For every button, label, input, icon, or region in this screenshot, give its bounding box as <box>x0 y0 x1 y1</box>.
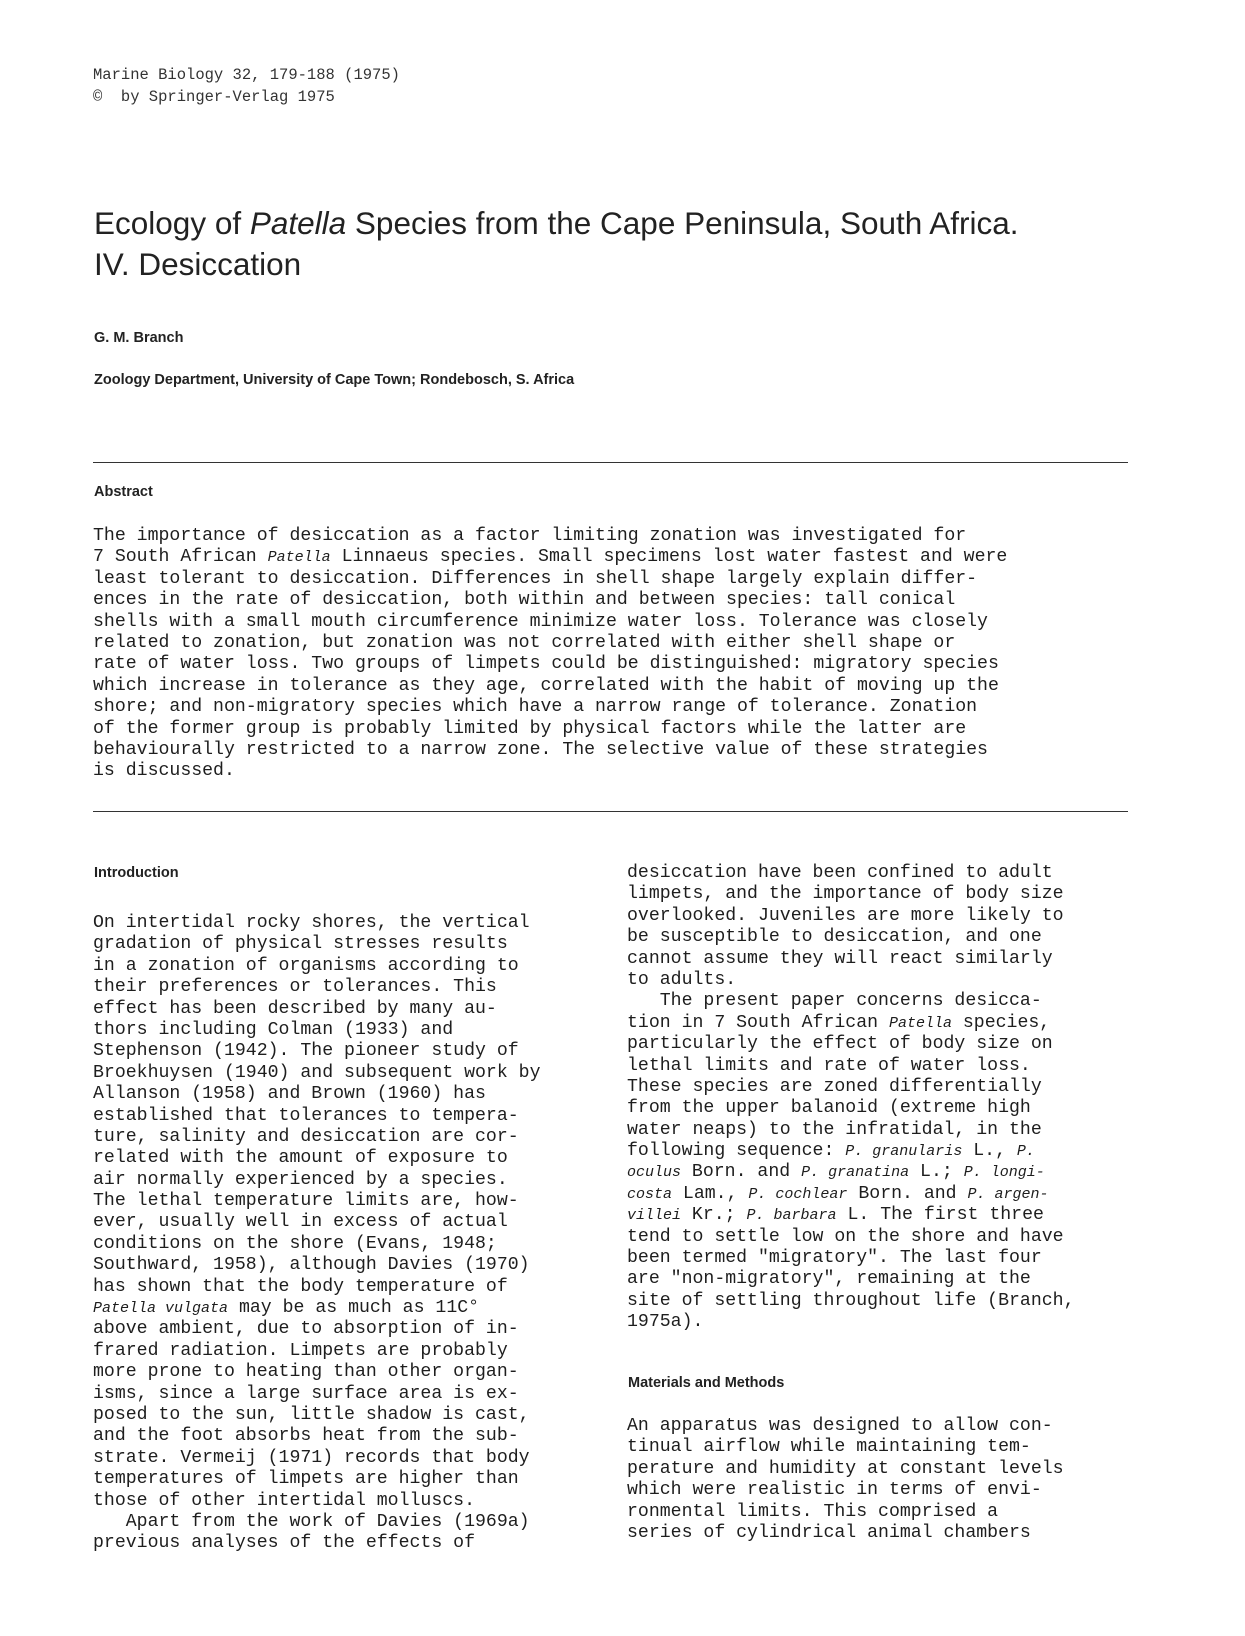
text-line: temperatures of limpets are higher than <box>93 1469 519 1490</box>
text-segment: L.; <box>909 1162 964 1183</box>
author-affiliation: Zoology Department, University of Cape Town; Rondebosch, S. Africa <box>94 372 575 388</box>
title-prefix: Ecology of <box>94 205 250 241</box>
text-line: strate. Vermeij (1971) records that body <box>93 1447 530 1468</box>
text-line: The importance of desiccation as a factor limiting zonation was investigated for <box>93 526 967 546</box>
text-segment: Kr.; <box>681 1205 747 1226</box>
italic-taxon-name: Patella <box>888 1014 952 1032</box>
text-segment: 7 South African <box>93 547 268 568</box>
text-line: frared radiation. Limpets are probably <box>93 1340 508 1361</box>
text-line: thors including Colman (1933) and <box>93 1019 454 1040</box>
text-line <box>627 1205 1075 1226</box>
italic-taxon-name: Patella vulgata <box>93 1300 229 1318</box>
text-line <box>627 1141 1075 1162</box>
italic-taxon-name: costa <box>627 1185 673 1203</box>
text-line: cannot assume they will react similarly <box>627 948 1053 969</box>
abstract-heading: Abstract <box>94 484 153 500</box>
methods-text <box>627 1416 1064 1544</box>
text-line: effect has been described by many au- <box>93 998 497 1019</box>
text-line: in a zonation of organisms according to <box>93 955 519 976</box>
text-line: more prone to heating than other organ- <box>93 1362 519 1383</box>
copyright-notice: © by Springer-Verlag 1975 <box>93 88 335 106</box>
text-line <box>93 1298 541 1319</box>
text-line: site of settling throughout life (Branch, <box>627 1290 1075 1311</box>
italic-taxon-name: P. <box>1016 1143 1035 1161</box>
text-line: ture, salinity and desiccation are cor- <box>93 1126 519 1147</box>
text-segment: may be as much as 11C° <box>228 1298 480 1319</box>
text-line: and the foot absorbs heat from the sub- <box>93 1426 519 1447</box>
text-line: These species are zoned differentially <box>627 1076 1042 1097</box>
text-line: Broekhuysen (1940) and subsequent work by <box>93 1062 541 1083</box>
text-line <box>627 1162 1075 1183</box>
text-segment: species, <box>951 1012 1051 1033</box>
italic-taxon-name: P. barbara <box>746 1207 837 1225</box>
text-line: air normally experienced by a species. <box>93 1169 508 1190</box>
text-line: which increase in tolerance as they age, correlated with the habit of moving up the <box>93 675 999 696</box>
abstract-top-rule <box>93 462 1128 463</box>
text-line: related to zonation, but zonation was not correlated with either shell shape or <box>93 632 956 653</box>
text-line <box>627 1184 1075 1205</box>
text-line: conditions on the shore (Evans, 1948; <box>93 1233 497 1254</box>
text-line: ronmental limits. This comprised a <box>627 1501 999 1522</box>
text-line: overlooked. Juveniles are more likely to <box>627 905 1064 926</box>
title-suffix: Species from the Cape Peninsula, South Africa. <box>346 205 1019 241</box>
text-line: previous analyses of the effects of <box>93 1533 475 1554</box>
text-line: above ambient, due to absorption of in- <box>93 1319 519 1340</box>
journal-citation: Marine Biology 32, 179-188 (1975) <box>93 66 400 84</box>
text-segment: L., <box>962 1141 1017 1162</box>
author-name: G. M. Branch <box>94 330 184 346</box>
text-line: are "non-migratory", remaining at the <box>627 1269 1031 1290</box>
text-line: established that tolerances to tempera- <box>93 1105 519 1126</box>
text-line: has shown that the body temperature of <box>93 1276 508 1297</box>
text-segment: tion in 7 South African <box>627 1012 889 1033</box>
text-line: been termed "migratory". The last four <box>627 1248 1042 1269</box>
text-line: Allanson (1958) and Brown (1960) has <box>93 1084 486 1105</box>
journal-header <box>93 64 400 108</box>
text-segment: Born. and <box>847 1183 968 1204</box>
left-column-text <box>93 913 541 1555</box>
italic-taxon-name: villei <box>627 1207 682 1225</box>
text-segment: L. The first three <box>836 1205 1044 1226</box>
text-line <box>627 1013 1075 1034</box>
text-line: behaviourally restricted to a narrow zone. The selective value of these strategies <box>93 739 988 760</box>
text-line: from the upper balanoid (extreme high <box>627 1098 1031 1119</box>
article-title <box>94 203 1174 285</box>
text-line: ever, usually well in excess of actual <box>93 1212 508 1233</box>
text-line: water neaps) to the infratidal, in the <box>627 1119 1042 1140</box>
text-line: tend to settle low on the shore and have <box>627 1226 1064 1247</box>
text-line: which were realistic in terms of envi- <box>627 1480 1042 1501</box>
italic-taxon-name: P. argen- <box>967 1185 1049 1203</box>
text-line: gradation of physical stresses results <box>93 934 508 955</box>
italic-taxon-name: P. cochlear <box>748 1185 848 1203</box>
text-line: Stephenson (1942). The pioneer study of <box>93 1041 519 1062</box>
methods-heading: Materials and Methods <box>628 1375 785 1391</box>
text-line: desiccation have been confined to adult <box>627 863 1053 883</box>
text-line: The present paper concerns desicca- <box>627 991 1042 1012</box>
text-segment: Born. and <box>681 1162 802 1183</box>
italic-taxon-name: Patella <box>267 549 331 567</box>
right-column-text <box>627 863 1075 1334</box>
text-line: lethal limits and rate of water loss. <box>627 1055 1031 1076</box>
text-line <box>93 547 1007 568</box>
text-segment: following sequence: <box>627 1141 846 1162</box>
title-line-2: IV. Desiccation <box>94 246 302 282</box>
text-line: isms, since a large surface area is ex- <box>93 1383 519 1404</box>
abstract-bottom-rule <box>93 811 1128 812</box>
text-line: 1975a). <box>627 1312 704 1333</box>
text-line: The lethal temperature limits are, how- <box>93 1191 519 1212</box>
text-line: those of other intertidal molluscs. <box>93 1490 475 1511</box>
text-line: posed to the sun, little shadow is cast, <box>93 1404 530 1425</box>
text-line: shore; and non-migratory species which have a narrow range of tolerance. Zonation <box>93 697 978 718</box>
italic-taxon-name: oculus <box>627 1164 682 1182</box>
introduction-heading: Introduction <box>94 865 179 881</box>
text-line: On intertidal rocky shores, the vertical <box>93 913 530 933</box>
text-line: ences in the rate of desiccation, both within and between species: tall conical <box>93 590 956 611</box>
text-line: perature and humidity at constant levels <box>627 1458 1064 1479</box>
text-line: shells with a small mouth circumference minimize water loss. Tolerance was closely <box>93 611 988 632</box>
text-line: of the former group is probably limited by physical factors while the latter are <box>93 718 967 739</box>
text-line: Apart from the work of Davies (1969a) <box>93 1511 530 1532</box>
text-line: Southward, 1958), although Davies (1970) <box>93 1255 530 1276</box>
text-line: An apparatus was designed to allow con- <box>627 1416 1053 1436</box>
text-line: is discussed. <box>93 761 235 782</box>
text-line: rate of water loss. Two groups of limpets could be distinguished: migratory species <box>93 654 999 675</box>
text-line: be susceptible to desiccation, and one <box>627 927 1042 948</box>
text-line: limpets, and the importance of body size <box>627 884 1064 905</box>
text-segment: Linnaeus species. Small specimens lost water fastest and were <box>330 547 1008 568</box>
text-line: their preferences or tolerances. This <box>93 977 497 998</box>
italic-taxon-name: P. granularis <box>845 1143 963 1161</box>
italic-taxon-name: P. granatina <box>801 1164 910 1182</box>
text-line: related with the amount of exposure to <box>93 1148 508 1169</box>
title-genus: Patella <box>249 205 347 241</box>
abstract-body <box>93 526 1007 783</box>
text-segment: Lam., <box>672 1183 749 1204</box>
text-line: to adults. <box>627 969 737 990</box>
text-line: series of cylindrical animal chambers <box>627 1522 1031 1543</box>
text-line: tinual airflow while maintaining tem- <box>627 1437 1031 1458</box>
italic-taxon-name: P. longi- <box>963 1164 1045 1182</box>
text-line: particularly the effect of body size on <box>627 1034 1053 1055</box>
text-line: least tolerant to desiccation. Differences in shell shape largely explain differ- <box>93 568 978 589</box>
